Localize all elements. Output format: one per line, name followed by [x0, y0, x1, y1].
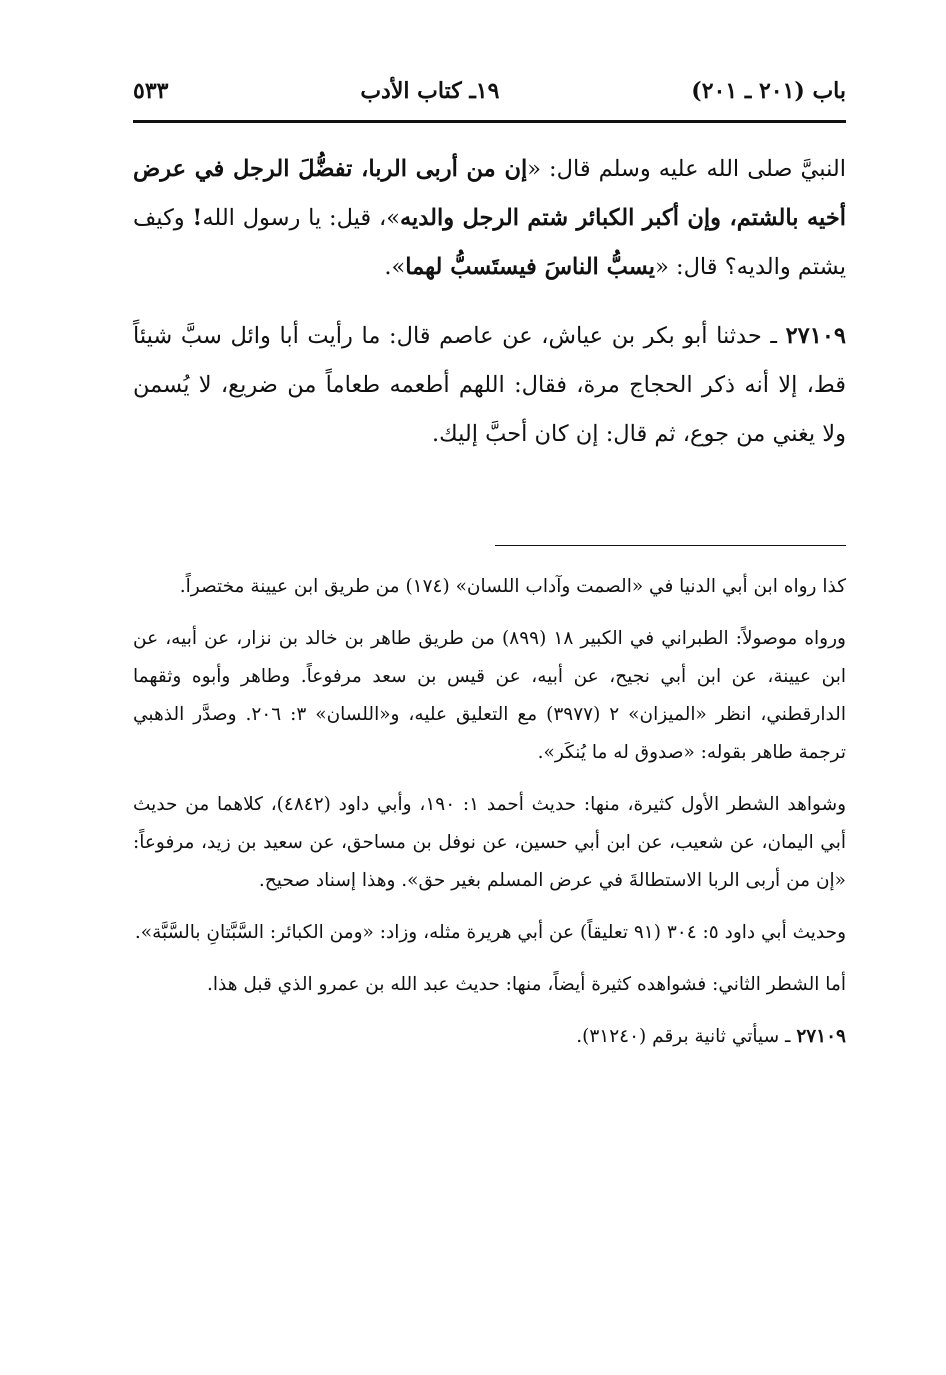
- book-page: [133, 78, 846, 1056]
- footnote-text: ـ سيأتي ثانية برقم (٣١٢٤٠).: [576, 1026, 797, 1047]
- footnote-divider: [495, 545, 846, 546]
- footnote-paragraph: وشواهد الشطر الأول كثيرة، منها: حديث أحمد ١: ١٩٠، وأبي داود (٤٨٤٢)، كلاهما من حديث أبي اليمان، عن شعيب، عن ابن أبي حسين، عن نوفل بن مساحق، عن سعيد بن زيد، مرفوعاً: «إن من أربى الربا الاستطالةَ في عرض المسلم بغير حق». وهذا إسناد صحيح.: [133, 794, 847, 891]
- footnote-paragraph: وحديث أبي داود ٥: ٣٠٤ (٩١ تعليقاً) عن أبي هريرة مثله، وزاد: «ومن الكبائر: السَّبَّتانِ بالسَّبَّة».: [134, 922, 846, 943]
- page-header: [133, 78, 846, 123]
- hadith-quote: إن من أربى الربا، تفضُّلَ الرجل في عرض أخيه بالشتم، وإن أكبر الكبائر شتم الرجل والديه: [133, 156, 846, 231]
- page-number: ٥٣٣: [133, 78, 169, 104]
- text-run: !: [192, 205, 203, 231]
- chapter-range: باب (٢٠١ ـ ٢٠١): [691, 78, 846, 104]
- book-title: ١٩ـ كتاب الأدب: [360, 78, 500, 104]
- main-text: [133, 145, 846, 459]
- footnote-paragraph: أما الشطر الثاني: فشواهده كثيرة أيضاً، منها: حديث عبد الله بن عمرو الذي قبل هذا.: [207, 974, 846, 995]
- hadith-quote: يسبُّ الناسَ فيستَسبُّ لهما: [405, 254, 656, 280]
- hadith-continuation: [133, 145, 846, 292]
- footnote-paragraph: [133, 1018, 846, 1056]
- footnote-paragraph: كذا رواه ابن أبي الدنيا في «الصمت وآداب اللسان» (١٧٤) من طريق ابن عيينة مختصراً.: [179, 576, 846, 597]
- text-run: وكيف يشتم والديه؟ قال: «: [133, 205, 846, 280]
- text-run: ».: [384, 254, 406, 280]
- text-run: النبيَّ صلى الله عليه وسلم قال: «: [527, 156, 846, 182]
- footnotes: [133, 568, 846, 1056]
- footnote-number: ٢٧١٠٩: [796, 1026, 846, 1047]
- text-run: »، قيل: يا رسول الله: [202, 205, 400, 231]
- hadith-number: ٢٧١٠٩: [785, 323, 846, 349]
- footnote-paragraph: ورواه موصولاً: الطبراني في الكبير ١٨ (٨٩٩) من طريق طاهر بن خالد بن نزار، عن أبيه، عن ابن عيينة، عن ابن أبي نجيح، عن أبيه، عن قيس بن سعد مرفوعاً. وطاهر وأبوه وثقهما الدارقطني، انظر «الميزان» ٢ (٣٩٧٧) مع التعليق عليه، و«اللسان» ٣: ٢٠٦. وصدَّر الذهبي ترجمة طاهر بقوله: «صدوق له ما يُنكَر».: [133, 628, 846, 763]
- hadith-text: ـ حدثنا أبو بكر بن عياش، عن عاصم قال: ما رأيت أبا وائل سبَّ شيئاً قط، إلا أنه ذكر الحجاج مرة، فقال: اللهم أطعمه طعاماً من ضريع، لا يُسمن ولا يغني من جوع، ثم قال: إن كان أحبَّ إليك.: [133, 323, 846, 447]
- hadith-paragraph: [133, 312, 846, 459]
